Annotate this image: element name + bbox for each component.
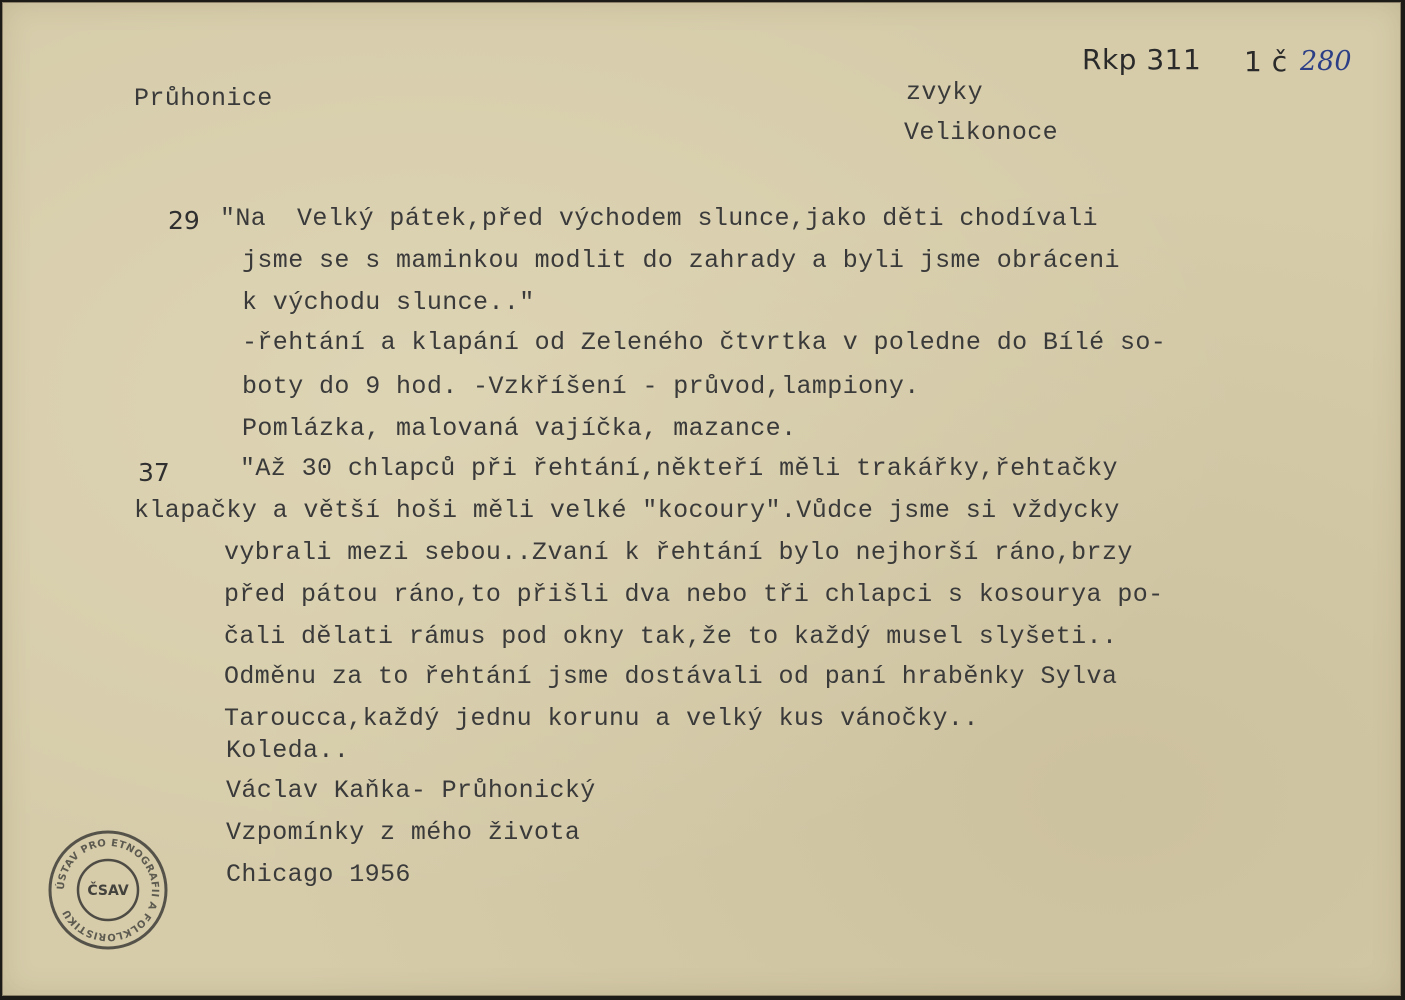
- source-author: Václav Kaňka- Průhonický: [226, 776, 596, 805]
- entry-37-line-8: Koleda..: [226, 736, 350, 765]
- stamp-center-text: ČSAV: [87, 883, 129, 899]
- entry-37-line-6: Odměnu za to řehtání jsme dostávali od paní hraběnky Sylva: [224, 662, 1118, 691]
- entry-number-37: 37: [138, 458, 170, 487]
- entry-37-line-3: vybrali mezi sebou..Zvaní k řehtání bylo nejhorší ráno,brzy: [224, 538, 1133, 567]
- entry-37-line-1: "Až 30 chlapců při řehtání,někteří měli trakářky,řehtačky: [240, 454, 1118, 483]
- manuscript-reference-prefix: 1 č: [1244, 45, 1288, 78]
- topic-label: zvyky: [906, 78, 984, 107]
- place-label: Průhonice: [134, 84, 273, 113]
- entry-37-line-2: klapačky a větší hoši měli velké "kocoury".Vůdce jsme si vždycky: [134, 496, 1120, 525]
- entry-29-line-4: -řehtání a klapání od Zeleného čtvrtka v poledne do Bílé so-: [242, 328, 1167, 357]
- entry-29-line-2: jsme se s maminkou modlit do zahrady a byli jsme obráceni: [242, 246, 1120, 275]
- entry-37-line-4: před pátou ráno,to přišli dva nebo tři chlapci s kosourya po-: [224, 580, 1164, 609]
- manuscript-reference: Rkp 311: [1082, 43, 1202, 76]
- entry-29-line-3: k východu slunce..": [242, 288, 535, 317]
- source-title: Vzpomínky z mého života: [226, 818, 581, 847]
- institution-stamp: [46, 828, 170, 952]
- archive-card: [2, 2, 1401, 996]
- entry-29-line-6: Pomlázka, malovaná vajíčka, mazance.: [242, 414, 797, 443]
- stamp-ring-text: ÚSTAV PRO ETNOGRAFII A FOLKLORISTIKU: [55, 837, 161, 943]
- subtopic-label: Velikonoce: [904, 118, 1059, 147]
- manuscript-page-number: 280: [1300, 46, 1352, 77]
- entry-29-line-5: boty do 9 hod. -Vzkříšení - průvod,lampiony.: [242, 372, 920, 401]
- entry-37-line-7: Taroucca,každý jednu korunu a velký kus vánočky..: [224, 704, 979, 733]
- entry-number-29: 29: [168, 206, 200, 235]
- entry-37-line-5: čali dělati rámus pod okny tak,že to každý musel slyšeti..: [224, 622, 1118, 651]
- source-place-year: Chicago 1956: [226, 860, 411, 889]
- entry-29-line-1: "Na Velký pátek,před východem slunce,jako děti chodívali: [220, 204, 1098, 233]
